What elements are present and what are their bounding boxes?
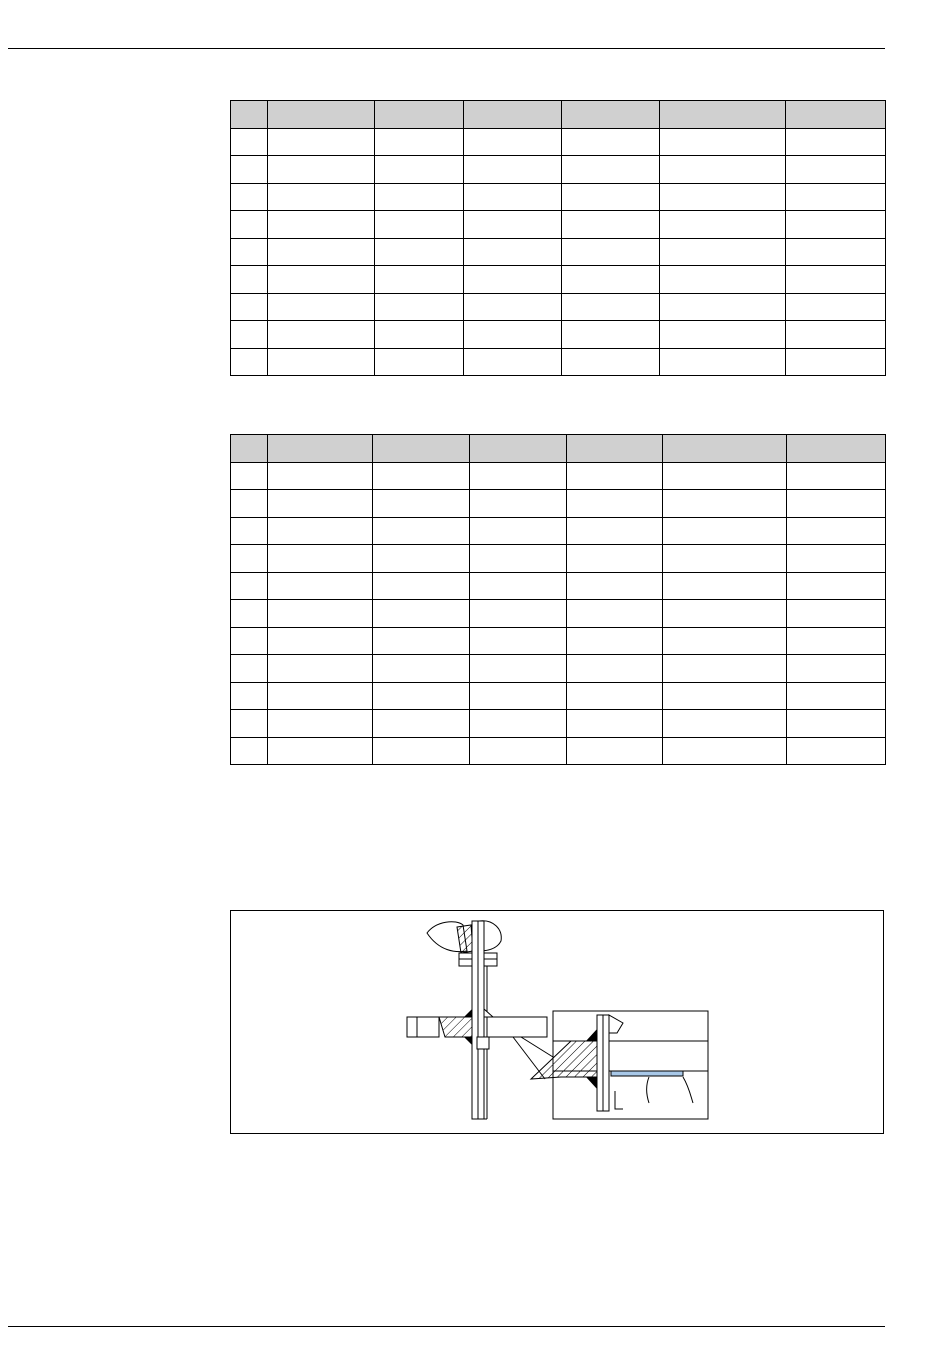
table-cell — [787, 655, 886, 683]
table-cell — [464, 238, 562, 266]
table-cell — [375, 183, 464, 211]
table-header-cell — [470, 435, 567, 463]
table-cell — [375, 321, 464, 349]
table-cell — [567, 682, 663, 710]
detail-view — [531, 1011, 708, 1119]
table-cell — [786, 156, 886, 184]
table-cell — [663, 462, 787, 490]
table-cell — [567, 627, 663, 655]
table-cell — [373, 545, 470, 573]
table-cell — [268, 655, 373, 683]
table-row — [231, 183, 886, 211]
table-cell — [663, 517, 787, 545]
table-cell — [663, 627, 787, 655]
table-cell — [470, 627, 567, 655]
table-cell — [567, 462, 663, 490]
table-cell — [268, 156, 375, 184]
table-cell — [787, 490, 886, 518]
table-cell — [268, 183, 375, 211]
table-cell — [268, 737, 373, 765]
table-cell — [268, 545, 373, 573]
table-cell — [231, 545, 268, 573]
table-cell — [231, 517, 268, 545]
table-header-cell — [375, 101, 464, 129]
table-header-cell — [231, 435, 268, 463]
table-cell — [787, 627, 886, 655]
table-cell — [786, 211, 886, 239]
table-cell — [373, 737, 470, 765]
table-cell — [660, 348, 786, 376]
table-cell — [373, 600, 470, 628]
table-cell — [464, 266, 562, 294]
table-cell — [231, 682, 268, 710]
table-cell — [470, 600, 567, 628]
table-cell — [231, 211, 268, 239]
table-cell — [663, 545, 787, 573]
table-cell — [562, 238, 660, 266]
table-cell — [268, 627, 373, 655]
table-cell — [231, 710, 268, 738]
table-cell — [373, 462, 470, 490]
table-cell — [268, 710, 373, 738]
table-row — [231, 266, 886, 294]
table-cell — [464, 211, 562, 239]
table-row — [231, 128, 886, 156]
table-cell — [268, 211, 375, 239]
table-cell — [373, 627, 470, 655]
table-cell — [375, 348, 464, 376]
table-row — [231, 737, 886, 765]
table-cell — [231, 156, 268, 184]
table-cell — [663, 737, 787, 765]
table-row — [231, 462, 886, 490]
table-cell — [231, 321, 268, 349]
table-cell — [268, 517, 373, 545]
table-cell — [231, 266, 268, 294]
table-cell — [268, 266, 375, 294]
table-row — [231, 545, 886, 573]
table-cell — [567, 545, 663, 573]
table-cell — [562, 348, 660, 376]
table-cell — [787, 737, 886, 765]
table-cell — [663, 655, 787, 683]
data-table-2 — [230, 434, 886, 765]
table-cell — [786, 348, 886, 376]
table-cell — [464, 183, 562, 211]
table-header-cell — [268, 101, 375, 129]
table-cell — [375, 211, 464, 239]
table-cell — [464, 128, 562, 156]
table-cell — [470, 545, 567, 573]
table-cell — [567, 600, 663, 628]
table-cell — [663, 600, 787, 628]
table-cell — [786, 128, 886, 156]
table-header-cell — [663, 435, 787, 463]
table-cell — [268, 600, 373, 628]
table-cell — [660, 293, 786, 321]
table-cell — [787, 545, 886, 573]
table-cell — [373, 490, 470, 518]
table-cell — [663, 710, 787, 738]
table-cell — [562, 293, 660, 321]
table-cell — [567, 490, 663, 518]
table-cell — [663, 682, 787, 710]
table-header-cell — [464, 101, 562, 129]
table-cell — [268, 490, 373, 518]
installation-diagram — [230, 910, 884, 1134]
flange-weld-drawing — [231, 911, 885, 1135]
table-cell — [562, 266, 660, 294]
table-cell — [231, 128, 268, 156]
table-row — [231, 600, 886, 628]
table-header-cell — [373, 435, 470, 463]
table-header-cell — [787, 435, 886, 463]
table-cell — [562, 128, 660, 156]
table-cell — [660, 321, 786, 349]
table-cell — [567, 710, 663, 738]
table-cell — [375, 156, 464, 184]
table-cell — [268, 238, 375, 266]
table-cell — [470, 710, 567, 738]
table-cell — [470, 682, 567, 710]
table-cell — [470, 462, 567, 490]
table-cell — [787, 572, 886, 600]
table-cell — [660, 183, 786, 211]
table-cell — [375, 266, 464, 294]
table-cell — [787, 517, 886, 545]
table-header-cell — [660, 101, 786, 129]
table-row — [231, 156, 886, 184]
table-row — [231, 517, 886, 545]
table-cell — [470, 490, 567, 518]
table-cell — [660, 238, 786, 266]
table-row — [231, 321, 886, 349]
table-cell — [268, 348, 375, 376]
table-row — [231, 211, 886, 239]
table-cell — [375, 293, 464, 321]
table-cell — [660, 156, 786, 184]
table-cell — [562, 156, 660, 184]
table-cell — [562, 321, 660, 349]
table-cell — [786, 266, 886, 294]
table-cell — [464, 321, 562, 349]
table-cell — [231, 238, 268, 266]
data-table-1 — [230, 100, 886, 376]
header-rule — [8, 48, 885, 49]
table-cell — [470, 517, 567, 545]
table-cell — [786, 293, 886, 321]
table-row — [231, 572, 886, 600]
table-header-cell — [231, 101, 268, 129]
table-cell — [268, 293, 375, 321]
table-header-cell — [562, 101, 660, 129]
table-cell — [786, 183, 886, 211]
table-cell — [787, 682, 886, 710]
table-cell — [786, 238, 886, 266]
table-header-cell — [786, 101, 886, 129]
table-cell — [663, 490, 787, 518]
table-cell — [660, 266, 786, 294]
table-cell — [464, 348, 562, 376]
table-cell — [660, 211, 786, 239]
table-cell — [231, 490, 268, 518]
table-row — [231, 293, 886, 321]
table-cell — [373, 710, 470, 738]
table-header-cell — [567, 435, 663, 463]
table-cell — [660, 128, 786, 156]
table-cell — [268, 682, 373, 710]
table-cell — [562, 211, 660, 239]
table-header-cell — [268, 435, 373, 463]
table-cell — [375, 128, 464, 156]
table-cell — [464, 293, 562, 321]
table-cell — [373, 517, 470, 545]
table-cell — [787, 600, 886, 628]
table-cell — [231, 348, 268, 376]
table-row — [231, 655, 886, 683]
table-cell — [373, 572, 470, 600]
table-cell — [268, 128, 375, 156]
table-header-row — [231, 435, 886, 463]
table-cell — [567, 655, 663, 683]
table-row — [231, 627, 886, 655]
table-cell — [231, 600, 268, 628]
table-cell — [567, 517, 663, 545]
table-cell — [268, 572, 373, 600]
table-cell — [373, 655, 470, 683]
table-cell — [231, 627, 268, 655]
table-cell — [567, 737, 663, 765]
table-header-row — [231, 101, 886, 129]
table-row — [231, 682, 886, 710]
cap-head-icon — [427, 921, 501, 966]
table-cell — [786, 321, 886, 349]
table-row — [231, 710, 886, 738]
table-cell — [567, 572, 663, 600]
footer-rule — [8, 1326, 885, 1327]
table-cell — [231, 655, 268, 683]
table-cell — [663, 572, 787, 600]
table-cell — [231, 572, 268, 600]
table-cell — [470, 572, 567, 600]
table-cell — [231, 183, 268, 211]
table-cell — [231, 737, 268, 765]
table-cell — [470, 737, 567, 765]
table-cell — [268, 462, 373, 490]
table-cell — [231, 462, 268, 490]
table-row — [231, 490, 886, 518]
table-cell — [268, 321, 375, 349]
table-cell — [787, 710, 886, 738]
table-row — [231, 348, 886, 376]
table-cell — [470, 655, 567, 683]
table-cell — [787, 462, 886, 490]
table-cell — [375, 238, 464, 266]
table-cell — [464, 156, 562, 184]
table-cell — [231, 293, 268, 321]
table-row — [231, 238, 886, 266]
table-cell — [562, 183, 660, 211]
table-cell — [373, 682, 470, 710]
